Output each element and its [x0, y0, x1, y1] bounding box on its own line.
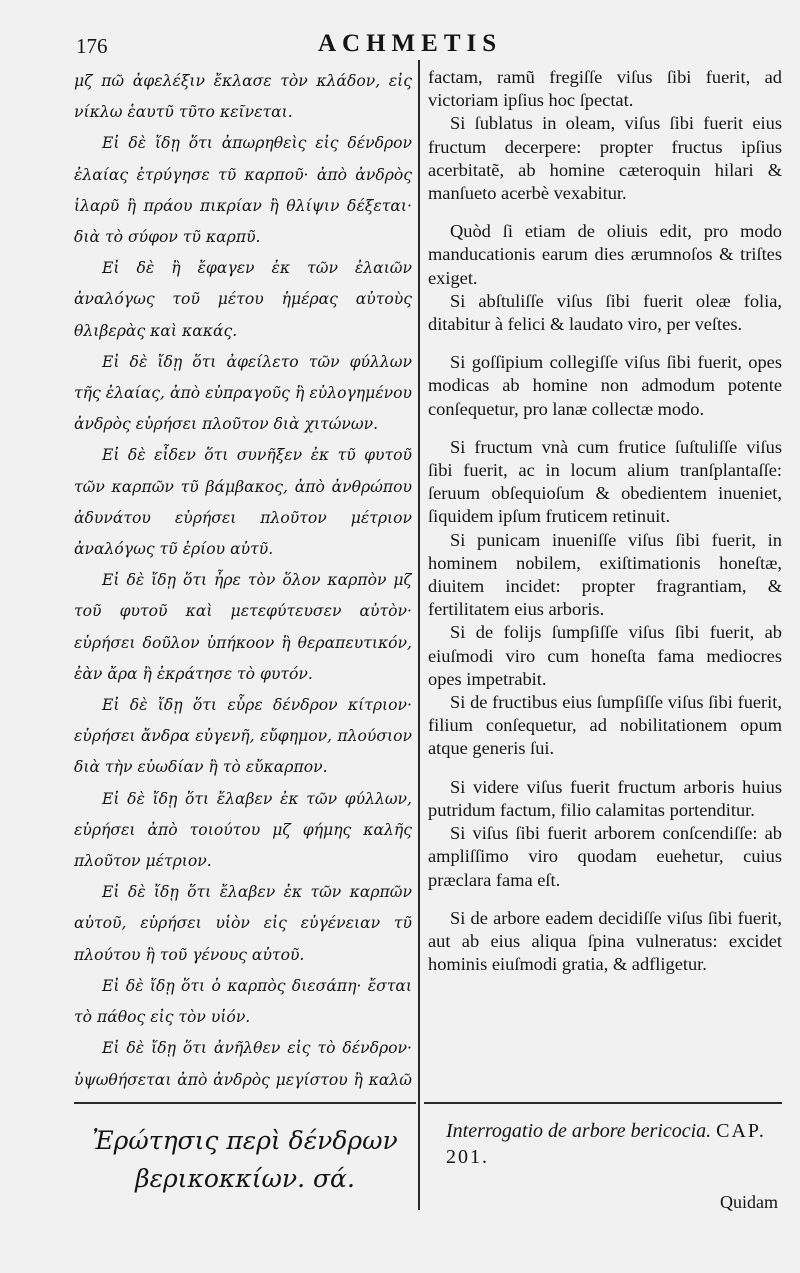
greek-paragraph: μζ πῶ ἀφελέξιν ἔκλασε τὸν κλάδον, εἰς νίκλω ἑαυτῦ τῦτο κεῖνεται.: [74, 72, 412, 122]
greek-paragraph: Εἰ δὲ ἴδῃ ὅτι ἀπωρηθεὶς εἰς δένδρον ἐλαίας ἐτρύγησε τῦ καρποῦ· ἀπὸ ἀνδρὸς ἱλαρῦ ἢ πράου πικρίαν ἢ θλίψιν δέξεται· διὰ τὸ σύφον τῦ καρπῦ.: [74, 134, 412, 247]
latin-paragraph: Si ſublatus in oleam, viſus ſibi fuerit eius fructum decerpere: propter fructus ipſius acerbitatẽ, ab homine cæteroquin hilari & manſueto acerbè vexabitur.: [428, 113, 782, 204]
greek-paragraph: Εἰ δὲ ἴδῃ ὅτι ἀφείλετο τῶν φύλλων τῆς ἐλαίας, ἀπὸ εὐπραγοῦς ἢ εὐλογημένου ἀνδρὸς εὑρήσει πλοῦτον διὰ χιτώνων.: [74, 352, 412, 434]
greek-paragraph: Εἰ δὲ εἶδεν ὅτι συνῆξεν ἐκ τῦ φυτοῦ τῶν καρπῶν τῦ βάμβακος, ἀπὸ ἀνθρώπου ἀδυνάτου εὑρήσει πλοῦτον μέτριον ἀναλόγως τῦ ἐρίου αὐτῦ.: [74, 446, 412, 559]
latin-paragraph: Si viſus ſibi fuerit arborem conſcendiſſe: ab ampliſſimo viro quodam euehetur, cuius præclara fama eſt.: [428, 823, 782, 890]
greek-paragraph: Εἰ δὲ ἢ ἔφαγεν ἐκ τῶν ἐλαιῶν ἀναλόγως τοῦ μέτου ἡμέρας αὐτοὺς θλιβερὰς καὶ κακάς.: [74, 259, 412, 340]
latin-paragraph: Si de folijs ſumpſiſſe viſus ſibi fuerit, ab eiuſmodi viro cum honeſta fama mediocres opes impetrabit.: [428, 622, 782, 689]
greek-paragraph: Εἰ δὲ ἴδῃ ὅτι ἔλαβεν ἐκ τῶν καρπῶν αὐτοῦ, εὑρήσει υἱὸν εἰς εὐγένειαν τῦ πλούτου ἢ τοῦ γένους αὐτοῦ.: [74, 883, 412, 964]
column-divider: [418, 60, 420, 1210]
latin-chapter-heading: [446, 1118, 776, 1170]
latin-heading-text: Interrogatio de arbore bericocia.: [446, 1120, 712, 1142]
latin-paragraph: Si punicam inueniſſe viſus ſibi fuerit, in hominem nobilem, exiſtimationis honeſtæ, diuitem incidet: propter fragrantiam, & fertilitatem eius arboris.: [428, 529, 782, 620]
latin-paragraph: Si de arbore eadem decidiſſe viſus ſibi fuerit, aut ab eius aliqua ſpina vulneratus: excidet hominis eiuſmodi gratia, & adfligetur.: [428, 907, 782, 975]
greek-chapter-heading: Ἐρώτησις περὶ δένδρων βερικοκκίων. σά.: [92, 1126, 398, 1193]
greek-paragraph: Εἰ δὲ ἴδῃ ὅτι ἀνῆλθεν εἰς τὸ δένδρον· ὑψωθήσεται ἀπὸ ἀνδρὸς μεγίστου ἢ καλῶ: [74, 1039, 412, 1089]
section-rule-greek: [74, 1102, 416, 1104]
latin-chapter-number: CAP. 201.: [446, 1120, 766, 1168]
running-head: [0, 30, 800, 66]
greek-column: [74, 66, 412, 1096]
catchword: Quidam: [720, 1192, 778, 1212]
latin-paragraph: Si videre viſus fuerit fructum arboris huius putridum factum, filio calamitas portenditur.: [428, 776, 782, 820]
greek-paragraph: Εἰ δὲ ἴδῃ ὅτι εὗρε δένδρον κίτριον· εὑρήσει ἄνδρα εὐγενῆ, εὔφημον, πλούσιον διὰ τὴν εὐωδίαν ἢ τὸ εὔκαρπον.: [74, 696, 412, 777]
latin-column: [428, 66, 782, 1096]
greek-paragraph: Εἰ δὲ ἴδῃ ὅτι ἦρε τὸν ὅλον καρπὸν μζ τοῦ φυτοῦ καὶ μετεφύτευσεν αὐτὸν· εὑρήσει δοῦλον ὑπήκοον ἢ θεραπευτικόν, ἐὰν ἄρα ἢ ἐκράτησε τὸ φυτόν.: [74, 571, 412, 683]
latin-paragraph: Si fructum vnà cum frutice ſuſtuliſſe viſus ſibi fuerit, ac in locum alium tranſplantaſſe: ſeruum obſequioſum & obedientem inueniet, ſiquidem ipſum fruticem retinuit.: [428, 436, 782, 527]
greek-paragraph: Εἰ δὲ ἴδῃ ὅτι ἔλαβεν ἐκ τῶν φύλλων, εὑρήσει ἀπὸ τοιούτου μζ φήμης καλῆς πλοῦτον μέτριον.: [74, 789, 412, 871]
latin-paragraph: Si goſſipium collegiſſe viſus ſibi fuerit, opes modicas ab homine non admodum potente conſequetur, pro lanæ collectæ modo.: [428, 352, 782, 419]
latin-paragraph: Quòd ſi etiam de oliuis edit, pro modo manducationis earum dies ærumnoſos & triſtes exiget.: [428, 221, 782, 288]
greek-paragraph: Εἰ δὲ ἴδῃ ὅτι ὁ καρπὸς διεσάπη· ἔσται τὸ πάθος εἰς τὸν υἱόν.: [74, 976, 412, 1027]
running-title: ACHMETIS: [318, 30, 503, 57]
latin-paragraph: Si abſtuliſſe viſus ſibi fuerit oleæ folia, ditabitur à felici & laudato viro, per veſtes.: [428, 290, 782, 335]
page-number: 176: [76, 34, 108, 58]
latin-paragraph: Si de fructibus eius ſumpſiſſe viſus ſibi fuerit, filium conſequetur, ad nobilitationem opum atque generis ſui.: [428, 692, 782, 759]
section-rule-latin: [424, 1102, 782, 1104]
latin-paragraph: factam, ramũ fregiſſe viſus ſibi fuerit, ad victoriam ipſius hoc ſpectat.: [428, 67, 782, 111]
